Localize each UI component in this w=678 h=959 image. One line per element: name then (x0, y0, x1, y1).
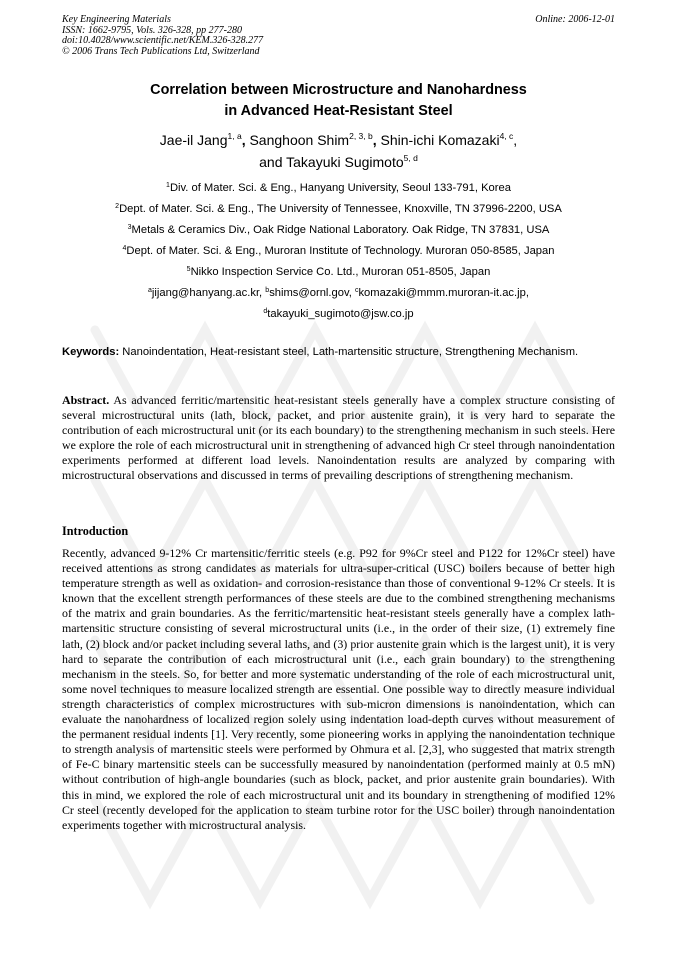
author-conjunction: and (259, 154, 287, 170)
affiliation-text: Metals & Ceramics Div., Oak Ridge National Laboratory. Oak Ridge, TN 37831, USA (131, 224, 550, 236)
keywords-text: Nanoindentation, Heat-resistant steel, Lath-martensitic structure, Strengthening Mechanism. (119, 346, 579, 358)
title-line-1: Correlation between Microstructure and Nanohardness (150, 82, 527, 98)
affiliation-line (62, 178, 615, 199)
email-address: shims@ornl.gov, (269, 287, 355, 299)
journal-metadata (62, 15, 263, 57)
abstract-paragraph (62, 393, 615, 484)
email-address: komazaki@mmm.muroran-it.ac.jp, (358, 287, 529, 299)
author-separator: , (372, 132, 377, 148)
affiliation-line (62, 199, 615, 220)
introduction-paragraph: Recently, advanced 9-12% Cr martensitic/ferritic steels (e.g. P92 for 9%Cr steel and P122 for 12%Cr steel) have received attentions as strong candidates as materials for ultra-super-critical (USC) boilers because of better high temperature strength as well as oxidation- and corrosion-resistance than those of conventional 9-12% Cr steels. It is known that the excellent strength performances of these steels are due to the combined strengthening mechanisms of the matrix and grain boundaries. As the ferritic/martensitic heat-resistant steels generally have a complex lath-martensitic structure consisting of several microstructural units (i.e., in the order of their size, (1) extremely fine lath, (2) block and/or packet including several laths, and (3) prior austenite grain which is the largest unit), it is very hard to separate the contribution of each microstructural unit (i.e., each grain boundary) to the strengthening mechanism in the steels. So, for better and more systematic understanding of the role of each microstructural unit, some novel techniques to measure localized strength are essential. One possible way to directly measure individual strength characteristics of complex microstructures with sub-micron dimensions is nanoindentation, which can evaluate the nanohardness of localized region solely using indentation load-depth curves without measurement of the permanent residual indents [1]. Very recently, some pioneering works in applying the nanoindentation technique to strength analysis of martensitic steels were performed by Ohmura et al. [2,3], who suggested that matrix strength of Fe-C binary martensitic steels can be successfully measured by nanoindentation (performed mainly at 0.5 mN) without contribution of high-angle boundaries (such as block, packet, and prior austenite grain boundaries). With this in mind, we explored the role of each microstructural unit and its boundary in strengthening of modified 12% Cr steel (recently developed for the application to steam turbine rotor for the USC boiler) through nanoindentation experiments together with microstructural analysis. (62, 546, 615, 832)
affiliation-number: 4 (122, 245, 127, 252)
affiliation-number: 3 (127, 224, 132, 231)
issn-line: ISSN: 1662-9795, Vols. 326-328, pp 277-280 (62, 24, 242, 36)
journal-name: Key Engineering Materials (62, 14, 171, 25)
affiliation-number: 5 (186, 266, 191, 273)
abstract-text: As advanced ferritic/martensitic heat-resistant steels generally have a complex structure consisting of several microstructural units (lath, block, packet, and prior austenite grain), it is very hard to separate the contribution of each microstructural unit (or its each boundary) to the strengthening mechanism in such steels. Here we explore the role of each microstructural unit in strengthening of advanced high Cr steel through nanoindentation experiments performed at different load levels. Nanoindentation results are analyzed by comparing with microstructural observations and discussed in terms of prevailing descriptions of strengthening mechanism. (62, 393, 615, 483)
affiliation-text: Dept. of Mater. Sci. & Eng., The University of Tennessee, Knoxville, TN 37996-2200, USA (119, 203, 562, 215)
author-name: Jae-il Jang (159, 132, 228, 148)
email-address: takayuki_sugimoto@jsw.co.jp (267, 308, 414, 320)
online-date: Online: 2006-12-01 (535, 14, 615, 25)
author-separator: , (513, 132, 518, 148)
author-name: Sanghoon Shim (249, 132, 350, 148)
author-separator: , (241, 132, 246, 148)
affiliation-number: 2 (115, 203, 120, 210)
keywords-label: Keywords: (62, 346, 120, 358)
author-affiliation-mark: 4, c (499, 131, 514, 141)
author-name: Takayuki Sugimoto (286, 154, 404, 170)
copyright-line: © 2006 Trans Tech Publications Ltd, Switzerland (62, 45, 260, 57)
email-line (62, 304, 615, 325)
email-mark: c (354, 287, 359, 294)
keywords-paragraph (62, 345, 615, 359)
title-line-2: in Advanced Heat-Resistant Steel (224, 103, 453, 119)
section-heading-introduction: Introduction (62, 524, 129, 538)
authors-line-2 (62, 151, 615, 173)
email-mark: a (148, 287, 152, 294)
affiliation-list (62, 178, 615, 325)
author-affiliation-mark: 5, d (403, 153, 418, 163)
affiliation-text: Div. of Mater. Sci. & Eng., Hanyang University, Seoul 133-791, Korea (169, 182, 511, 194)
author-affiliation-mark: 2, 3, b (349, 131, 373, 141)
email-mark: d (263, 308, 268, 315)
author-affiliation-mark: 1, a (227, 131, 242, 141)
affiliation-number: 1 (166, 182, 170, 189)
affiliation-text: Dept. of Mater. Sci. & Eng., Muroran Institute of Technology. Muroran 050-8585, Japan (126, 245, 555, 257)
email-line (62, 283, 615, 304)
author-name: Shin-ichi Komazaki (380, 132, 500, 148)
affiliation-line (62, 220, 615, 241)
author-list (62, 129, 615, 173)
abstract-label: Abstract. (62, 393, 110, 407)
affiliation-line (62, 262, 615, 283)
affiliation-line (62, 241, 615, 262)
affiliation-text: Nikko Inspection Service Co. Ltd., Muroran 051-8505, Japan (190, 266, 491, 278)
email-address: jijang@hanyang.ac.kr, (151, 287, 266, 299)
authors-line-1 (62, 129, 615, 151)
doi-line: doi:10.4028/www.scientific.net/KEM.326-328.277 (62, 35, 264, 47)
paper-title (62, 80, 615, 122)
email-mark: b (265, 287, 270, 294)
